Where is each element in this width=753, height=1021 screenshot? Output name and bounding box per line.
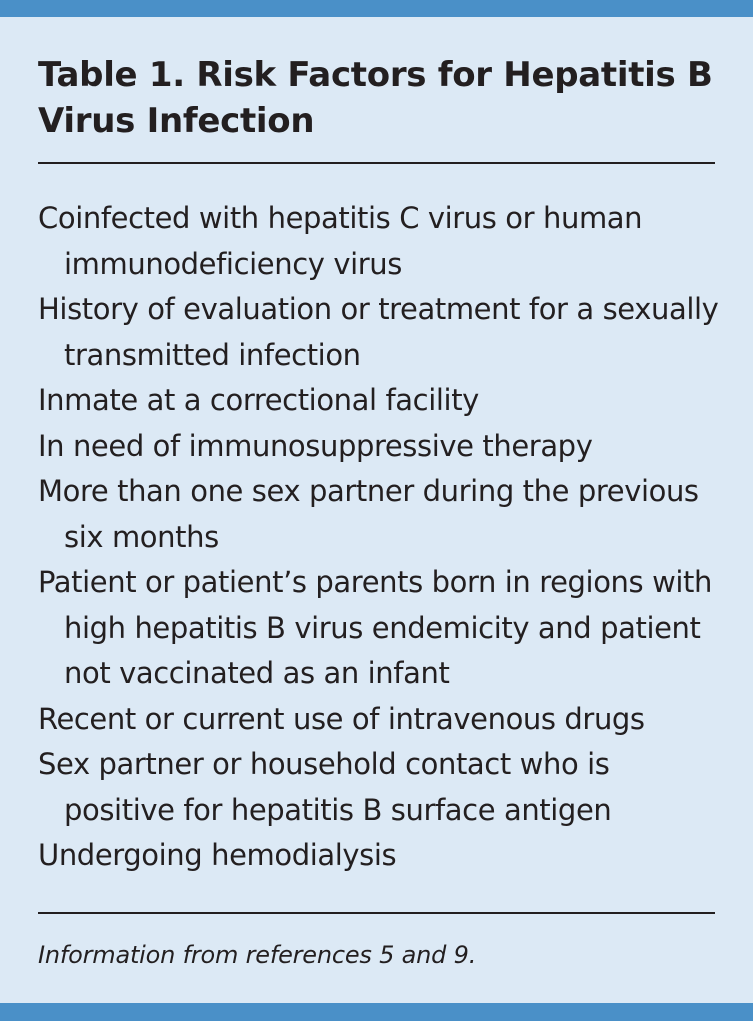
list-item: Undergoing hemodialysis bbox=[38, 838, 397, 872]
list-item: Sex partner or household contact who is positive for hepatitis B surface antigen bbox=[38, 747, 612, 827]
list-item: In need of immunosuppressive therapy bbox=[38, 428, 593, 463]
list-item: Coinfected with hepatitis C virus or human immunodeficiency virus bbox=[38, 201, 643, 281]
bottom-divider bbox=[38, 912, 715, 914]
list-item: More than one sex partner during the previous six months bbox=[38, 474, 699, 554]
list-item: Patient or patient’s parents born in regions with high hepatitis B virus endemicity and patient not vaccinated as an infant bbox=[38, 565, 712, 690]
bottom-accent-bar bbox=[0, 1003, 753, 1021]
list-item: Recent or current use of intravenous drugs bbox=[38, 701, 645, 736]
risk-factor-list bbox=[38, 196, 728, 879]
top-accent-bar bbox=[0, 0, 753, 17]
source-note: Information from references 5 and 9. bbox=[38, 941, 477, 969]
table-title: Table 1. Risk Factors for Hepatitis B Virus Infection bbox=[38, 55, 713, 141]
top-divider bbox=[38, 162, 715, 164]
list-item: Inmate at a correctional facility bbox=[38, 383, 479, 417]
list-item: History of evaluation or treatment for a sexually transmitted infection bbox=[38, 292, 719, 372]
